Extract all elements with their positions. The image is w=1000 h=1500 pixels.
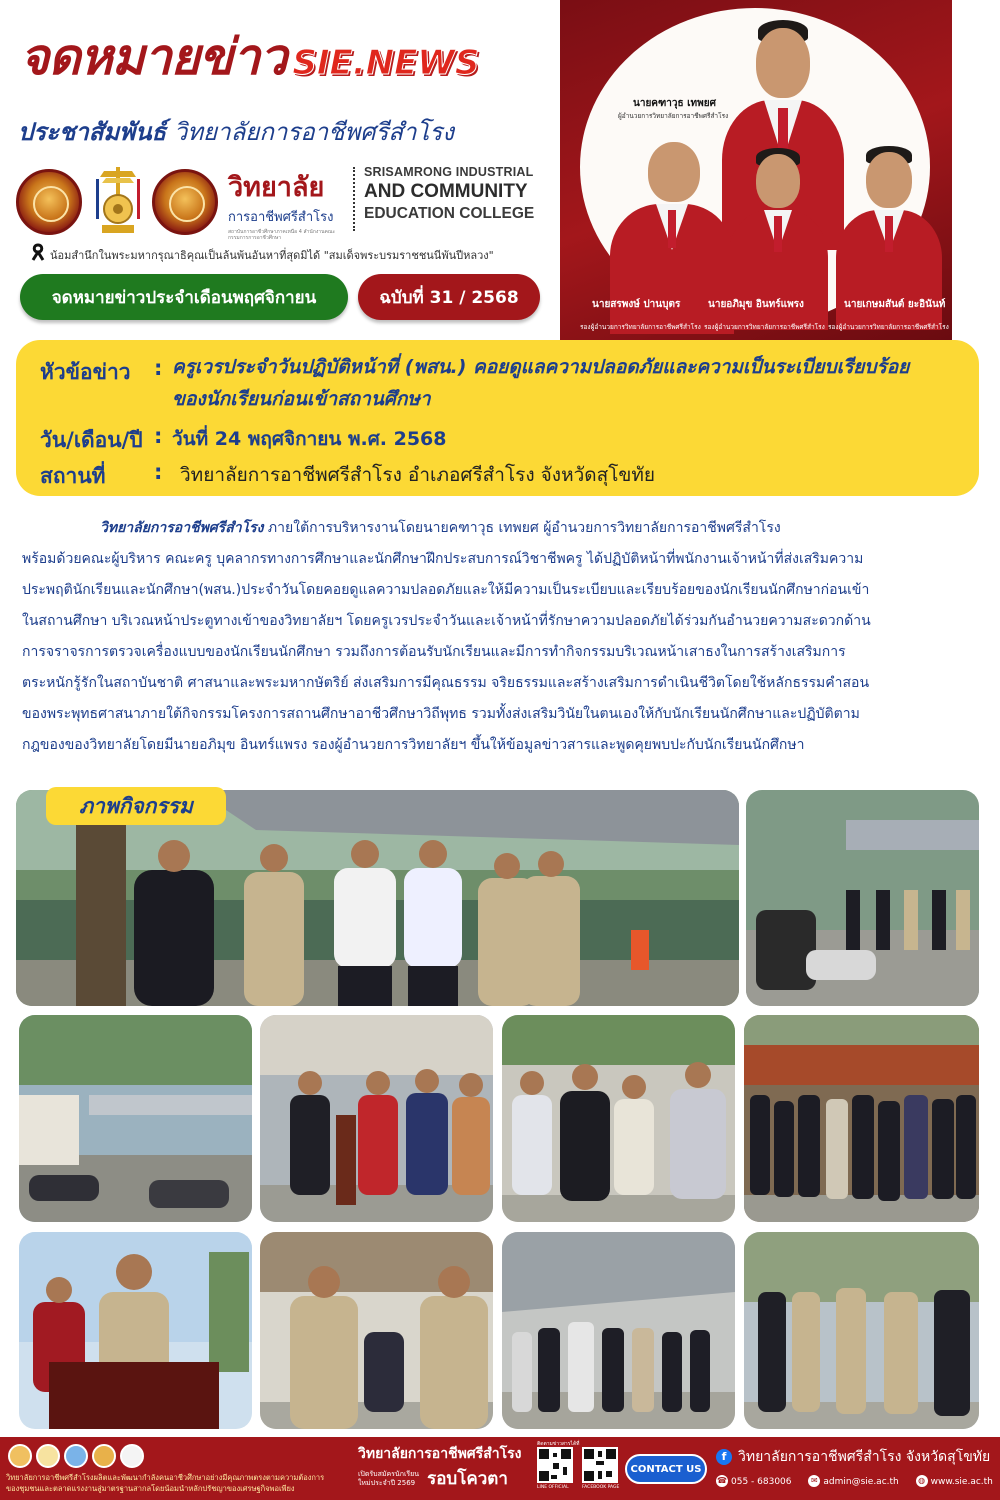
topic-colon: : — [154, 356, 163, 380]
deputy-2-role: รองผู้อำนวยการวิทยาลัยการอาชีพศรีสำโรง — [704, 323, 825, 331]
issue-label: ฉบับที่ 31 / 2568 — [358, 274, 540, 320]
deputy-3-name: นายเกษมสันต์ ยะอินันท์ — [844, 299, 946, 310]
place-label: สถานที่ — [40, 464, 106, 488]
footer-logo-icon — [120, 1444, 144, 1468]
deputy-1-role: รองผู้อำนวยการวิทยาลัยการอาชีพศรีสำโรง — [580, 323, 701, 331]
activity-photo — [744, 1232, 979, 1429]
place-value: วิทยาลัยการอาชีพศรีสำโรง อำเภอศรีสำโรง จังหวัดสุโขทัย — [180, 464, 656, 486]
activity-photo — [744, 1015, 979, 1222]
facebook-page-link[interactable]: f วิทยาลัยการอาชีพศรีสำโรง จังหวัดสุโขทัย — [716, 1446, 990, 1468]
college-seal-icon — [152, 169, 218, 235]
monthly-label: จดหมายข่าวประจำเดือนพฤศจิกายน — [20, 274, 348, 320]
website-link[interactable]: ◍ www.sie.ac.th — [916, 1477, 993, 1487]
logo-divider — [353, 167, 355, 231]
contact-us-button[interactable]: CONTACT US — [625, 1454, 707, 1484]
activity-photo — [19, 1232, 252, 1429]
article-line: ประพฤตินักเรียนและนักศึกษา(พสน.)ประจำวันโดยคอยดูแลความปลอดภัยและให้มีความเป็นระเบียบและเรียบร้อยของนักเรียนนักศึกษาก่อนเข้า — [22, 582, 870, 598]
date-label: วัน/เดือน/ปี — [40, 428, 143, 452]
college-name-th: วิทยาลัย การอาชีพศรีสำโรง สถาบันการอาชีวศึกษาภาคเหนือ 4 สำนักงานคณะกรรมการการอาชีวศึกษา — [228, 172, 336, 241]
mourning-text: น้อมสำนึกในพระมหากรุณาธิคุณเป็นล้นพ้นอันหาที่สุดมิได้ "สมเด็จพระบรมราชชนนีพันปีหลวง" — [50, 249, 494, 262]
article-line: ตระหนักรู้รักในสถาบันชาติ ศาสนาและพระมหากษัตริย์ ส่งเสริมการมีคุณธรรม จริยธรรมและสร้างเสริมการดำเนินชีวิตโดยใช้หลักธรรมคำสอน — [22, 675, 870, 691]
activity-photo — [502, 1015, 735, 1222]
activity-photo — [746, 790, 979, 1006]
email-icon: ✉ — [808, 1475, 820, 1487]
title-text: จดหมายข่าว — [20, 28, 287, 86]
headline-box — [16, 340, 979, 496]
phone-icon: ☎ — [717, 1476, 727, 1485]
footer-logo-icon — [64, 1444, 88, 1468]
subtitle-rest: วิทยาลัยการอาชีพศรีสำโรง — [166, 118, 455, 146]
place-colon: : — [154, 460, 163, 484]
topic-label: หัวข้อข่าว — [40, 360, 131, 384]
activity-photo — [260, 1232, 493, 1429]
topic-line-1: ครูเวรประจำวันปฏิบัติหน้าที่ (พสน.) คอยดูแลความปลอดภัยและความเป็นระเบียบเรียบร้อย — [172, 356, 910, 378]
footer-vision: วิทยาลัยการอาชีพศรีสำโรงผลิตและพัฒนากำลังคนอาชีวศึกษาอย่างมีคุณภาพตรงตามความต้องการของชุมชนและตลาดแรงงานสู่มาตรฐานสากลโดยน้อมนำหลักปรัชญาของเศรษฐกิจพอเพียง — [6, 1473, 325, 1493]
facebook-icon: f — [716, 1449, 732, 1465]
activity-photo — [260, 1015, 493, 1222]
footer-admission — [358, 1443, 526, 1492]
footer-logo-icon — [92, 1444, 116, 1468]
deputy-1-name: นายสรพงษ์ ปานบุตร — [592, 299, 681, 310]
qr-caption: ติดตามข่าวสารได้ที่ — [537, 1441, 580, 1447]
article-line: การจราจรการตรวจเครื่องแบบของนักเรียนนักศึกษา รวมถึงการต้อนรับนักเรียนและมีการทำกิจกรรมบริเวณหน้าเสาธงในการสร้างเสริมการ — [22, 644, 846, 660]
activity-photo — [19, 1015, 252, 1222]
deputy-2-name: นายอภิมุข อินทร์แพรง — [708, 299, 804, 310]
footer-college-name: วิทยาลัยการอาชีพศรีสำโรง — [358, 1446, 522, 1462]
director-name: นายคฑาวุธ เทพยศ — [633, 98, 716, 109]
footer-logo-icon — [36, 1444, 60, 1468]
gallery-label: ภาพกิจกรรม — [46, 787, 226, 825]
facebook-qr-icon[interactable] — [582, 1447, 618, 1483]
activity-photo — [502, 1232, 735, 1429]
article-body — [22, 513, 980, 761]
vocational-seal-icon — [16, 169, 82, 235]
contact-info — [716, 1475, 1000, 1487]
facebook-qr-label: FACEBOOK PAGE — [582, 1485, 620, 1490]
date-colon: : — [154, 424, 163, 448]
email-link[interactable]: ✉ admin@sie.ac.th — [808, 1477, 898, 1487]
topic-line-2: ของนักเรียนก่อนเข้าสถานศึกษา — [172, 388, 431, 410]
royal-emblem-icon — [92, 167, 144, 237]
admission-note: เปิดรับสมัครนักเรียนใหม่ประจำปี 2569 — [358, 1469, 419, 1487]
mourning-ribbon-icon — [30, 243, 46, 261]
title-news: SIE.NEWS — [292, 43, 480, 83]
newsletter-subtitle — [18, 112, 454, 151]
article-line: กฎของของวิทยาลัยโดยมีนายอภิมุข อินทร์แพรง รองผู้อำนวยการวิทยาลัยฯ ขึ้นให้ข้อมูลข่าวสารและพูดคุยพบปะกับนักเรียนนักศึกษา — [22, 737, 805, 753]
article-line-1: วิทยาลัยการอาชีพศรีสำโรง ภายใต้การบริหารงานโดยนายคฑาวุธ เทพยศ ผู้อำนวยการวิทยาลัยการอาชีพศรีสำโรง — [100, 520, 781, 536]
article-line: ในสถานศึกษา บริเวณหน้าประตูทางเข้าของวิทยาลัยฯ โดยครูเวรประจำวันและเจ้าหน้าที่รักษาความปลอดภัยได้ร่วมกันอำนวยความสะดวกด้าน — [22, 613, 871, 629]
article-line: ของพระพุทธศาสนาภายใต้กิจกรรมโครงการสถานศึกษาอาชีวศึกษาวิถีพุทธ รวมทั้งส่งเสริมวินัยในตนเองให้กับนักเรียนนักศึกษาและปฏิบัติตาม — [22, 706, 860, 722]
logo-row — [16, 165, 541, 240]
phone-link[interactable]: ☎ 055 - 683006 — [717, 1476, 792, 1487]
line-qr-icon[interactable] — [537, 1447, 573, 1483]
executives-panel — [560, 0, 952, 340]
admission-round: รอบโควตา — [427, 1469, 508, 1489]
deputy-1-portrait — [610, 142, 734, 322]
newsletter-title — [20, 18, 560, 96]
article-line: พร้อมด้วยคณะผู้บริหาร คณะครู บุคลากรทางการศึกษาและนักศึกษาฝึกประสบการณ์วิชาชีพครู ได้ปฏิบัติหน้าที่พนักงานเจ้าหน้าที่ส่งเสริมความ — [22, 551, 864, 567]
deputy-3-role: รองผู้อำนวยการวิทยาลัยการอาชีพศรีสำโรง — [828, 323, 949, 331]
footer — [0, 1437, 1000, 1500]
globe-icon: ◍ — [916, 1475, 928, 1487]
line-qr-label: LINE OFFICIAL — [537, 1485, 569, 1490]
date-value: วันที่ 24 พฤศจิกายน พ.ศ. 2568 — [172, 428, 447, 450]
director-role: ผู้อำนวยการวิทยาลัยการอาชีพศรีสำโรง — [618, 112, 729, 120]
college-name-en: SRISAMRONG INDUSTRIAL AND COMMUNITY EDUCATION COLLEGE — [364, 165, 535, 222]
subtitle-bold: ประชาสัมพันธ์ — [18, 118, 167, 146]
footer-logo-icon — [8, 1444, 32, 1468]
